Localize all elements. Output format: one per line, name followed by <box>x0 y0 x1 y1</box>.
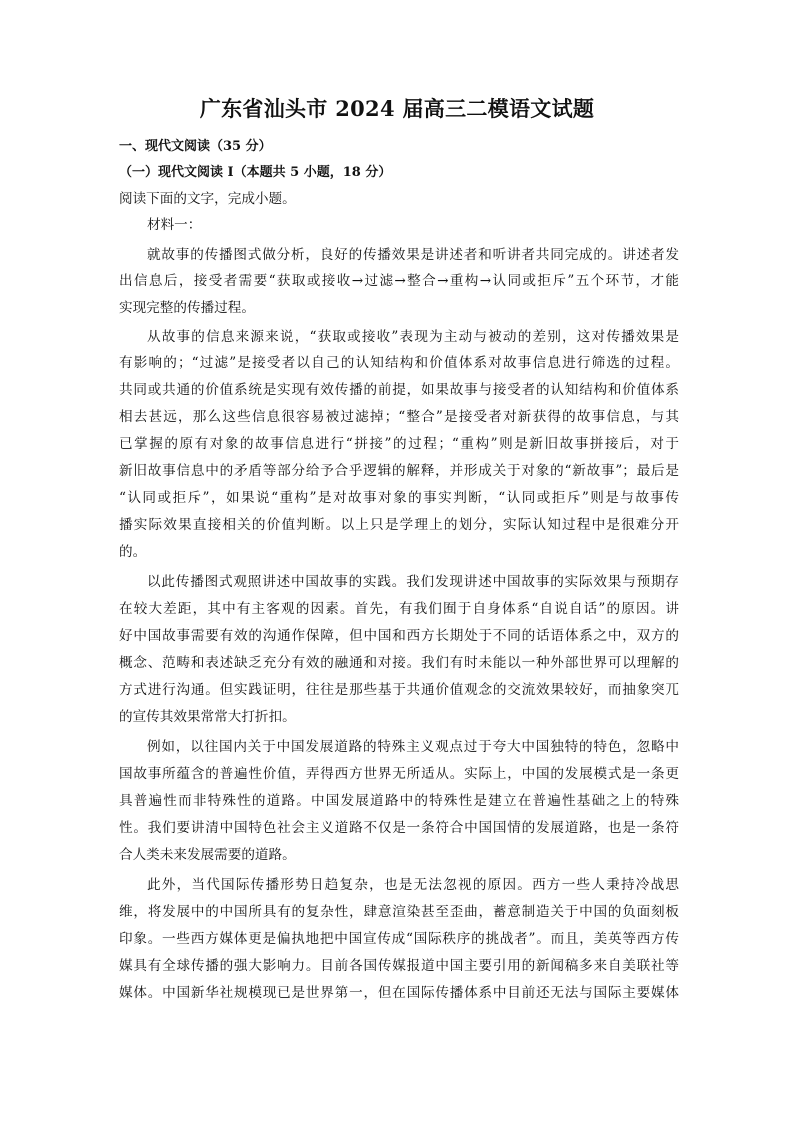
paragraph-line: 媒体。中国新华社规模现已是世界第一，但在国际传播体系中目前还无法与国际主要媒体 <box>119 985 679 1001</box>
paragraph-line: 具普遍性而非特殊性的道路。中国发展道路中的特殊性是建立在普遍性基础之上的特殊 <box>119 793 679 809</box>
paragraph-line: 维，将发展中的中国所具有的复杂性，肆意渲染甚至歪曲，蓄意制造关于中国的负面刻板 <box>119 904 679 920</box>
paragraph-line: 出信息后，接受者需要“获取或接收→过滤→整合→重构→认同或拒斥”五个环节，才能 <box>119 273 679 289</box>
section-heading-modern-reading: 一、现代文阅读（35 分） <box>119 139 272 154</box>
paragraph-line: 在较大差距，其中有主客观的因素。首先，有我们囿于自身体系“自说自话”的原因。讲 <box>119 601 679 617</box>
paragraph-line: 实现完整的传播过程。 <box>119 300 255 316</box>
paragraph-line: “认同或拒斥”，如果说“重构”是对故事对象的事实判断，“认同或拒斥”则是与故事传 <box>119 490 679 506</box>
paragraph-line: 性。我们要讲清中国特色社会主义道路不仅是一条符合中国国情的发展道路，也是一条符 <box>119 820 679 836</box>
page-title: 广东省汕头市 2024 届高三二模语文试题 <box>199 96 595 121</box>
paragraph-line: 例如，以往国内关于中国发展道路的特殊主义观点过于夸大中国独特的特色，忽略中 <box>147 739 679 755</box>
paragraph-line: 共同或共通的价值系统是实现有效传播的前提，如果故事与接受者的认知结构和价值体系 <box>119 382 679 398</box>
paragraph-line: 国故事所蕴含的普遍性价值，弄得西方世界无所适从。实际上，中国的发展模式是一条更 <box>119 766 679 782</box>
paragraph-line: 就故事的传播图式做分析，良好的传播效果是讲述者和听讲者共同完成的。讲述者发 <box>147 247 679 263</box>
reading-instruction: 阅读下面的文字，完成小题。 <box>119 191 296 207</box>
paragraph-line: 从故事的信息来源来说，“获取或接收”表现为主动与被动的差别，这对传播效果是 <box>147 329 679 345</box>
paragraph-line: 方式进行沟通。但实践证明，往往是那些基于共通价值观念的交流效果较好，而抽象突兀 <box>119 682 679 698</box>
paragraph-line: 好中国故事需要有效的沟通作保障，但中国和西方长期处于不同的话语体系之中，双方的 <box>119 628 679 644</box>
paragraph-line: 合人类未来发展需要的道路。 <box>119 847 296 863</box>
subsection-heading-reading-1: （一）现代文阅读 I（本题共 5 小题，18 分） <box>119 165 392 180</box>
paragraph-line: 的。 <box>119 544 147 560</box>
paragraph-line: 有影响的；“过滤”是接受者以自己的认知结构和价值体系对故事信息进行筛选的过程。 <box>119 355 679 371</box>
paragraph-line: 新旧故事信息中的矛盾等部分给予合乎逻辑的解释，并形成关于对象的“新故事”；最后是 <box>119 463 679 479</box>
paragraph-line: 已掌握的原有对象的故事信息进行“拼接”的过程；“重构”则是新旧故事拼接后，对于 <box>119 436 679 452</box>
paragraph-line: 相去甚远，那么这些信息很容易被过滤掉；“整合”是接受者对新获得的故事信息，与其 <box>119 409 679 425</box>
material-label: 材料一： <box>147 217 202 233</box>
paragraph-line: 以此传播图式观照讲述中国故事的实践。我们发现讲述中国故事的实际效果与预期存 <box>147 574 679 590</box>
paragraph-line: 播实际效果直接相关的价值判断。以上只是学理上的划分，实际认知过程中是很难分开 <box>119 517 679 533</box>
paragraph-line: 印象。一些西方媒体更是偏执地把中国宣传成“国际秩序的挑战者”。而且，美英等西方传 <box>119 931 679 947</box>
paragraph-line: 媒具有全球传播的强大影响力。目前各国传媒报道中国主要引用的新闻稿多来自美联社等 <box>119 958 679 974</box>
paragraph-line: 此外，当代国际传播形势日趋复杂，也是无法忽视的原因。西方一些人秉持冷战思 <box>147 877 679 893</box>
paragraph-line: 概念、范畴和表述缺乏充分有效的融通和对接。我们有时未能以一种外部世界可以理解的 <box>119 655 679 671</box>
paragraph-line: 的宣传其效果常常大打折扣。 <box>119 709 296 725</box>
